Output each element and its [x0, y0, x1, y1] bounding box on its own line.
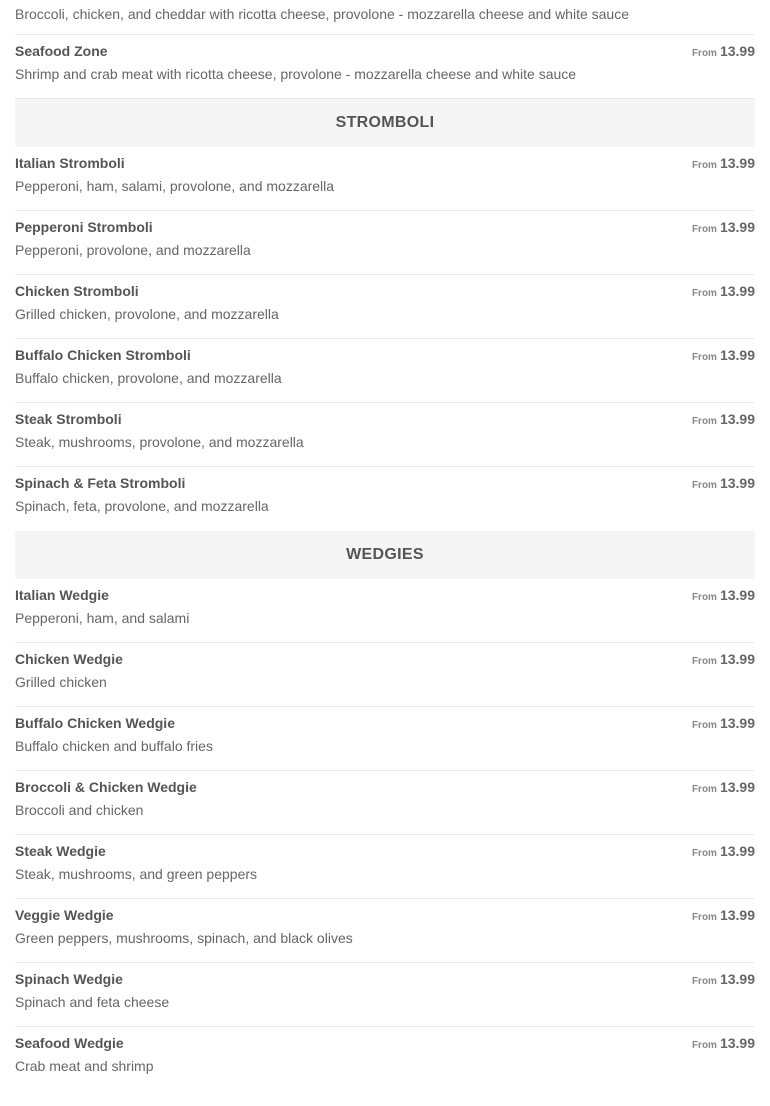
item-description: Buffalo chicken, provolone, and mozzarella — [15, 370, 282, 386]
stromboli-items — [15, 147, 755, 531]
price-value: 13.99 — [719, 219, 755, 235]
item-price — [692, 43, 755, 61]
price-prefix: From — [691, 592, 717, 603]
price-value: 13.99 — [719, 475, 755, 491]
item-name: Buffalo Chicken Wedgie — [15, 715, 175, 731]
item-price — [692, 907, 755, 925]
item-name: Seafood Zone — [15, 43, 108, 59]
menu-item[interactable] — [15, 963, 755, 1027]
item-description: Pepperoni, provolone, and mozzarella — [15, 242, 251, 258]
item-name: Spinach & Feta Stromboli — [15, 475, 186, 491]
item-price — [692, 1035, 755, 1053]
price-prefix: From — [691, 848, 717, 859]
item-description: Shrimp and crab meat with ricotta cheese, provolone - mozzarella cheese and white sauce — [15, 66, 577, 82]
price-prefix: From — [691, 48, 717, 59]
item-name: Veggie Wedgie — [15, 907, 114, 923]
menu-item[interactable] — [15, 35, 755, 99]
price-value: 13.99 — [719, 347, 755, 363]
menu-item[interactable] — [15, 211, 755, 275]
price-prefix: From — [691, 480, 717, 491]
wedgies-items — [15, 579, 755, 1091]
item-description: Pepperoni, ham, salami, provolone, and mozzarella — [15, 178, 335, 194]
item-description: Crab meat and shrimp — [15, 1058, 154, 1074]
item-description: Spinach, feta, provolone, and mozzarella — [15, 498, 269, 514]
price-prefix: From — [691, 912, 717, 923]
item-price — [692, 283, 755, 301]
item-description: Steak, mushrooms, provolone, and mozzarella — [15, 434, 304, 450]
item-description: Steak, mushrooms, and green peppers — [15, 866, 258, 882]
item-name: Steak Stromboli — [15, 411, 122, 427]
menu-item[interactable] — [15, 899, 755, 963]
price-value: 13.99 — [719, 43, 755, 59]
item-name: Chicken Stromboli — [15, 283, 139, 299]
price-prefix: From — [691, 784, 717, 795]
menu-item[interactable] — [15, 707, 755, 771]
price-prefix: From — [691, 160, 717, 171]
price-value: 13.99 — [719, 1035, 755, 1051]
menu-item[interactable] — [15, 1027, 755, 1091]
price-prefix: From — [691, 1040, 717, 1051]
menu-item[interactable] — [15, 579, 755, 643]
item-description: Broccoli and chicken — [15, 802, 144, 818]
item-price — [692, 475, 755, 493]
item-description: Pepperoni, ham, and salami — [15, 610, 190, 626]
item-price — [692, 971, 755, 989]
item-price — [692, 347, 755, 365]
menu-item[interactable] — [15, 771, 755, 835]
item-name: Italian Stromboli — [15, 155, 125, 171]
item-name: Spinach Wedgie — [15, 971, 123, 987]
item-name: Broccoli & Chicken Wedgie — [15, 779, 197, 795]
item-price — [692, 219, 755, 237]
item-price — [692, 411, 755, 429]
price-prefix: From — [691, 656, 717, 667]
item-price — [692, 843, 755, 861]
price-prefix: From — [691, 352, 717, 363]
menu-list — [15, 0, 755, 1091]
item-price — [692, 587, 755, 605]
menu-item[interactable] — [15, 339, 755, 403]
price-prefix: From — [691, 976, 717, 987]
item-price — [692, 779, 755, 797]
menu-item[interactable] — [15, 403, 755, 467]
item-price — [692, 651, 755, 669]
section-header-wedgies: WEDGIES — [15, 531, 755, 579]
price-value: 13.99 — [719, 971, 755, 987]
price-prefix: From — [691, 288, 717, 299]
price-prefix: From — [691, 720, 717, 731]
item-description: Grilled chicken — [15, 674, 107, 690]
item-description: Broccoli, chicken, and cheddar with ricotta cheese, provolone - mozzarella cheese and white sauce — [15, 6, 629, 22]
price-value: 13.99 — [719, 283, 755, 299]
section-header-stromboli: STROMBOLI — [15, 99, 755, 147]
item-description: Grilled chicken, provolone, and mozzarella — [15, 306, 279, 322]
item-name: Pepperoni Stromboli — [15, 219, 153, 235]
price-value: 13.99 — [719, 843, 755, 859]
price-value: 13.99 — [719, 651, 755, 667]
price-value: 13.99 — [719, 715, 755, 731]
menu-item[interactable] — [15, 275, 755, 339]
item-name: Seafood Wedgie — [15, 1035, 124, 1051]
item-description: Buffalo chicken and buffalo fries — [15, 738, 213, 754]
price-value: 13.99 — [719, 587, 755, 603]
price-prefix: From — [691, 416, 717, 427]
menu-item[interactable] — [15, 835, 755, 899]
item-price — [692, 155, 755, 173]
price-value: 13.99 — [719, 779, 755, 795]
menu-item[interactable] — [15, 643, 755, 707]
menu-item[interactable] — [15, 0, 755, 35]
item-name: Buffalo Chicken Stromboli — [15, 347, 191, 363]
item-name: Steak Wedgie — [15, 843, 106, 859]
price-value: 13.99 — [719, 411, 755, 427]
menu-item[interactable] — [15, 147, 755, 211]
price-value: 13.99 — [719, 155, 755, 171]
item-description: Green peppers, mushrooms, spinach, and black olives — [15, 930, 353, 946]
item-name: Italian Wedgie — [15, 587, 109, 603]
menu-item[interactable] — [15, 467, 755, 531]
item-name: Chicken Wedgie — [15, 651, 123, 667]
item-price — [692, 715, 755, 733]
price-value: 13.99 — [719, 907, 755, 923]
item-description: Spinach and feta cheese — [15, 994, 170, 1010]
price-prefix: From — [691, 224, 717, 235]
